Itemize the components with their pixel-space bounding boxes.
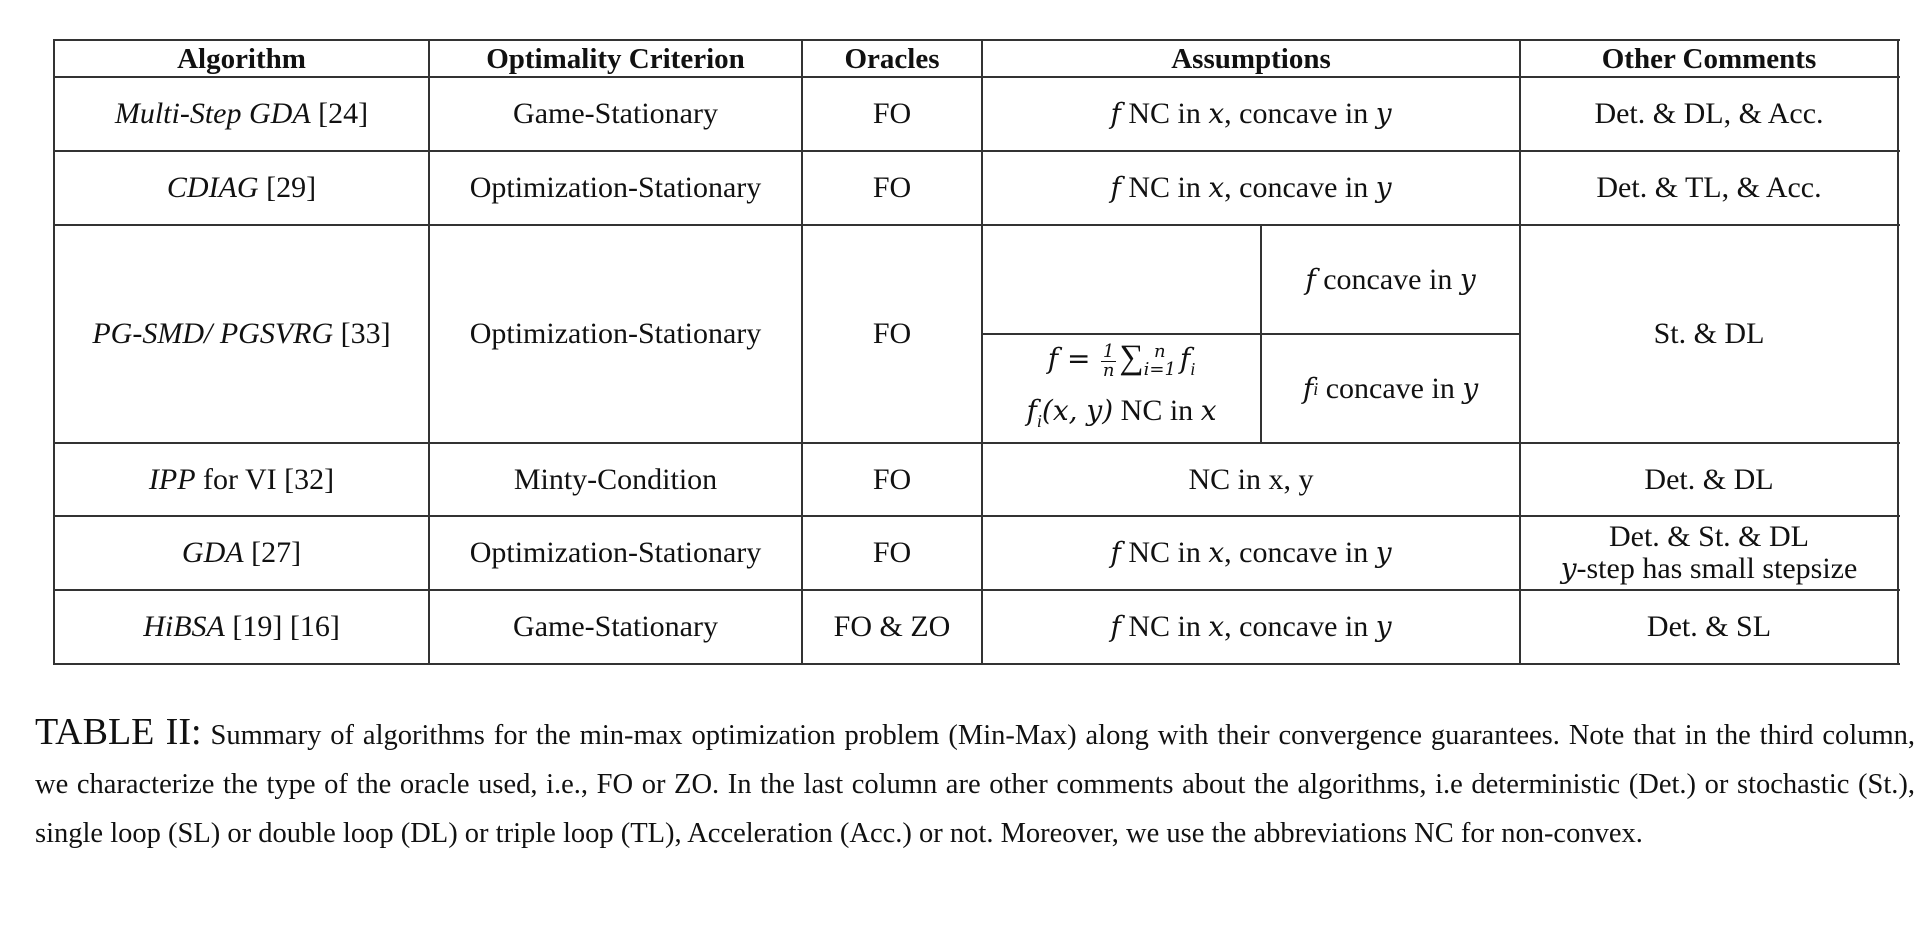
sigma-symbol: ∑ — [1119, 339, 1144, 376]
assumption-text: concave in — [1325, 371, 1455, 405]
table-row-criterion: Minty-Condition — [513, 462, 718, 496]
table-row-assumptions — [982, 77, 1520, 151]
algorithm-name: HiBSA — [143, 610, 225, 643]
math-var: y — [1375, 97, 1392, 130]
table-row-comments: Det. & SL — [1646, 610, 1772, 643]
caption-text: Summary of algorithms for the min-max optimization problem (Min-Max) along with their convergence guarantees. Note that in the third column, we characterize the type of the oracle used, i.e., FO or ZO. In the last column are other comments about the algorithms, i.e deterministic (Det.) or stochastic (St.), single loop (SL) or double loop (DL) or triple loop (TL), Acceleration (Acc.) or not. Moreover, we use the abbreviations NC for non-convex. — [35, 720, 1916, 849]
algorithm-suffix: for VI [32] — [203, 462, 335, 496]
algorithm-ref: [29] — [266, 171, 317, 204]
table-row-assumptions — [982, 516, 1520, 590]
assumption-top-left — [982, 225, 1261, 334]
math-var: y — [1375, 610, 1392, 643]
math-var: y — [1462, 371, 1479, 405]
math-var: x — [1200, 394, 1217, 427]
math-var: y — [1459, 262, 1476, 296]
table-row-comments: Det. & DL, & Acc. — [1594, 97, 1824, 130]
table-row-algorithm — [54, 590, 429, 664]
math-var: y — [1375, 536, 1392, 569]
algorithm-name: GDA — [181, 536, 244, 569]
table-row-criterion: Game-Stationary — [513, 610, 718, 643]
assumption-text: , concave in — [1224, 610, 1369, 643]
table-row-algorithm — [54, 516, 429, 590]
math-var: f — [1110, 171, 1121, 204]
comments-stack — [1561, 521, 1858, 585]
math-var: x — [1208, 97, 1225, 130]
table-row-assumptions: NC in x, y — [1188, 462, 1314, 496]
sum-lower: i=1 — [1143, 359, 1176, 381]
assumption-text: , concave in — [1224, 536, 1369, 569]
assumption-text: , concave in — [1224, 171, 1369, 204]
table-row-assumptions — [982, 151, 1520, 225]
formula-line-2 — [1027, 391, 1217, 441]
assumption-text: NC in — [1128, 97, 1201, 130]
caption-label: TABLE II: — [35, 711, 202, 753]
math-var: f — [1305, 262, 1316, 296]
fraction-numerator: 1 — [1102, 340, 1115, 362]
math-var: f — [1026, 394, 1037, 427]
math-var: f — [1302, 371, 1314, 405]
assumption-text: NC in — [1128, 536, 1201, 569]
algorithm-name: PG-SMD/ PGSVRG — [92, 317, 334, 350]
comments-line: Det. & St. & DL — [1608, 520, 1809, 553]
assumption-bottom-left — [982, 334, 1261, 443]
assumption-text: NC in — [1128, 610, 1201, 643]
assumption-text: NC in — [1128, 171, 1201, 204]
algorithm-name: Multi-Step GDA — [114, 97, 311, 130]
sum-upper: n — [1153, 341, 1166, 363]
algorithm-name: IPP — [148, 462, 196, 496]
math-var: x — [1208, 171, 1225, 204]
header-oracles: Oracles — [844, 42, 940, 75]
math-var: f — [1179, 342, 1191, 375]
table-row-algorithm — [54, 77, 429, 151]
math-subscript: i — [1313, 378, 1319, 399]
math-args: (x, y) — [1041, 394, 1114, 427]
table-row-criterion: Game-Stationary — [513, 97, 718, 130]
sum-limits — [1144, 343, 1176, 379]
assumption-text: , concave in — [1224, 97, 1369, 130]
comments-text: -step has small stepsize — [1576, 552, 1858, 585]
assumption-formula — [1027, 336, 1217, 443]
assumption-text: concave in — [1323, 262, 1453, 296]
table-row-oracles: FO — [872, 171, 912, 204]
header-other-comments: Other Comments — [1601, 42, 1817, 75]
math-subscript: i — [1190, 359, 1196, 379]
table-row-criterion: Optimization-Stationary — [469, 536, 762, 569]
math-var: f — [1110, 536, 1121, 569]
table-row-oracles: FO — [872, 536, 912, 569]
table-row-criterion: Optimization-Stationary — [469, 171, 762, 204]
math-var: y — [1560, 552, 1577, 585]
algorithm-ref: [33] — [340, 317, 391, 350]
formula-line-1 — [1048, 336, 1196, 391]
math-subscript: i — [1036, 411, 1042, 431]
table-row-comments: St. & DL — [1653, 317, 1765, 350]
table-row-algorithm — [54, 225, 429, 443]
assumption-top-right — [1261, 225, 1520, 334]
header-assumptions: Assumptions — [1171, 42, 1331, 75]
math-var: f — [1110, 97, 1121, 130]
table-row-algorithm — [54, 151, 429, 225]
header-algorithm: Algorithm — [177, 42, 306, 75]
table-row-oracles: FO — [872, 317, 912, 350]
table-row-comments: Det. & TL, & Acc. — [1596, 171, 1822, 204]
algorithm-ref: [19] [16] — [232, 610, 340, 643]
assumption-text: NC in — [1120, 394, 1194, 427]
math-lhs: f = — [1047, 342, 1091, 375]
table-row-comments — [1520, 516, 1898, 590]
table-row-comments: Det. & DL — [1644, 462, 1774, 496]
comments-line — [1561, 553, 1858, 585]
math-var: x — [1208, 536, 1225, 569]
algorithm-ref: [27] — [251, 536, 302, 569]
algorithm-name: CDIAG — [166, 171, 259, 204]
math-var: f — [1110, 610, 1121, 643]
fraction-denominator: n — [1102, 359, 1115, 381]
header-optimality-criterion: Optimality Criterion — [486, 42, 745, 75]
assumption-bottom-right — [1261, 334, 1520, 443]
fraction — [1101, 340, 1116, 381]
table-row-oracles: FO — [872, 462, 912, 496]
math-var: y — [1375, 171, 1392, 204]
algorithm-ref: [24] — [318, 97, 369, 130]
math-var: x — [1208, 610, 1225, 643]
table-row-algorithm — [54, 443, 429, 516]
table-caption — [35, 708, 1915, 858]
table-row-assumptions — [982, 590, 1520, 664]
table-row-oracles: FO & ZO — [833, 610, 951, 643]
table-row-criterion: Optimization-Stationary — [469, 317, 762, 350]
table-row-oracles: FO — [872, 97, 912, 130]
